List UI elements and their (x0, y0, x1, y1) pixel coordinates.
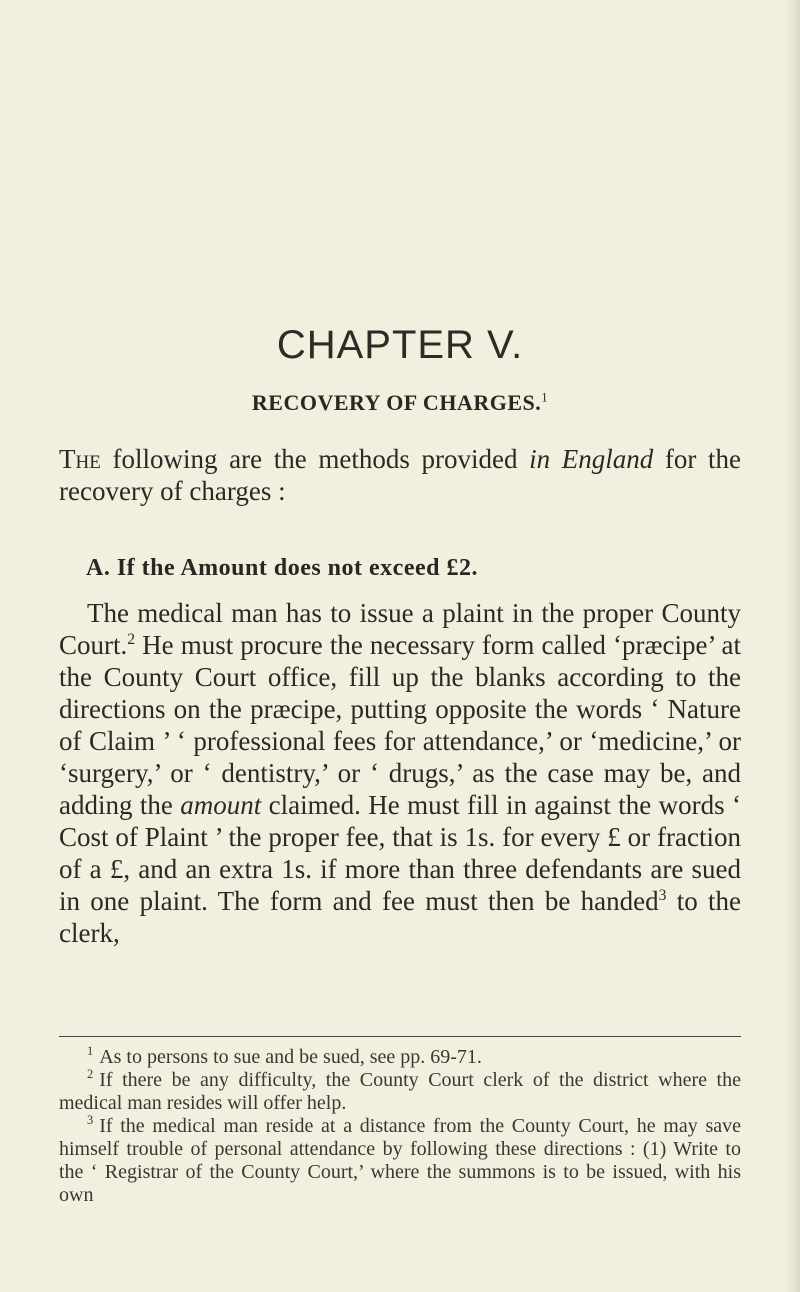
footnote (59, 1115, 741, 1207)
footnote-divider (59, 1036, 741, 1037)
intro-paragraph (59, 443, 741, 507)
section-title (0, 390, 800, 416)
chapter-heading-text: CHAPTER V. (276, 323, 524, 367)
footnotes (59, 1046, 741, 1207)
footnote-text: If the medical man reside at a distance from the County Court, he may save himself trouble of personal attendance by following these directions : (1) Write to the ‘ Registrar of the County Court,’ where the summons is to be issued, with his own (59, 1115, 741, 1206)
footnote-marker: 1 (87, 1044, 94, 1059)
footnote-ref-3: 3 (658, 887, 667, 904)
paragraph-part-3: claimed. He must fill in against the words ‘ Cost of Plaint ’ the proper fee, that is 1s. for every £ or fraction of a £, and an extra 1s. if more than three defendants are sued in one plaint. The form and fee must then be handed (59, 790, 741, 916)
paragraph-part-4: to the clerk, (59, 886, 741, 948)
subheading-text: A. If the Amount does not exceed £2. (86, 555, 478, 581)
footnote-text: As to persons to sue and be sued, see pp. 69-71. (99, 1046, 482, 1068)
footnote (59, 1069, 741, 1115)
paragraph-part-2: He must procure the necessary form called ‘præcipe’ at the County Court office, fill up the blanks according to the directions on the præcipe, putting opposite the words ‘ Nature of Claim ’ ‘ professional fees for attendance,’ or ‘medicine,’ or ‘surgery,’ or ‘ dentistry,’ or ‘ drugs,’ as the case may be, and adding the (59, 630, 741, 820)
subheading (86, 555, 478, 582)
footnote-ref-2: 2 (127, 631, 136, 648)
footnote-marker: 3 (87, 1113, 94, 1128)
page-edge-shadow (786, 0, 800, 1292)
footnote-text: If there be any difficulty, the County Court clerk of the district where the medical man resides will offer help. (59, 1069, 741, 1114)
intro-text-a: following are the methods provided (100, 444, 530, 474)
intro-italic-phrase: in England (529, 444, 654, 474)
paragraph-italic-amount: amount (180, 790, 262, 820)
chapter-heading (0, 323, 800, 368)
footnote-ref-1: 1 (541, 390, 549, 405)
footnote-marker: 2 (87, 1067, 94, 1082)
main-paragraph (59, 597, 741, 949)
paragraph-part-1: The medical man has to issue a plaint in the proper County Court. (59, 598, 741, 660)
footnote (59, 1046, 741, 1069)
intro-lead-word: The (59, 444, 101, 474)
section-title-text: RECOVERY OF CHARGES. (251, 390, 542, 415)
intro-text-b: for the recovery of charges : (59, 444, 741, 506)
